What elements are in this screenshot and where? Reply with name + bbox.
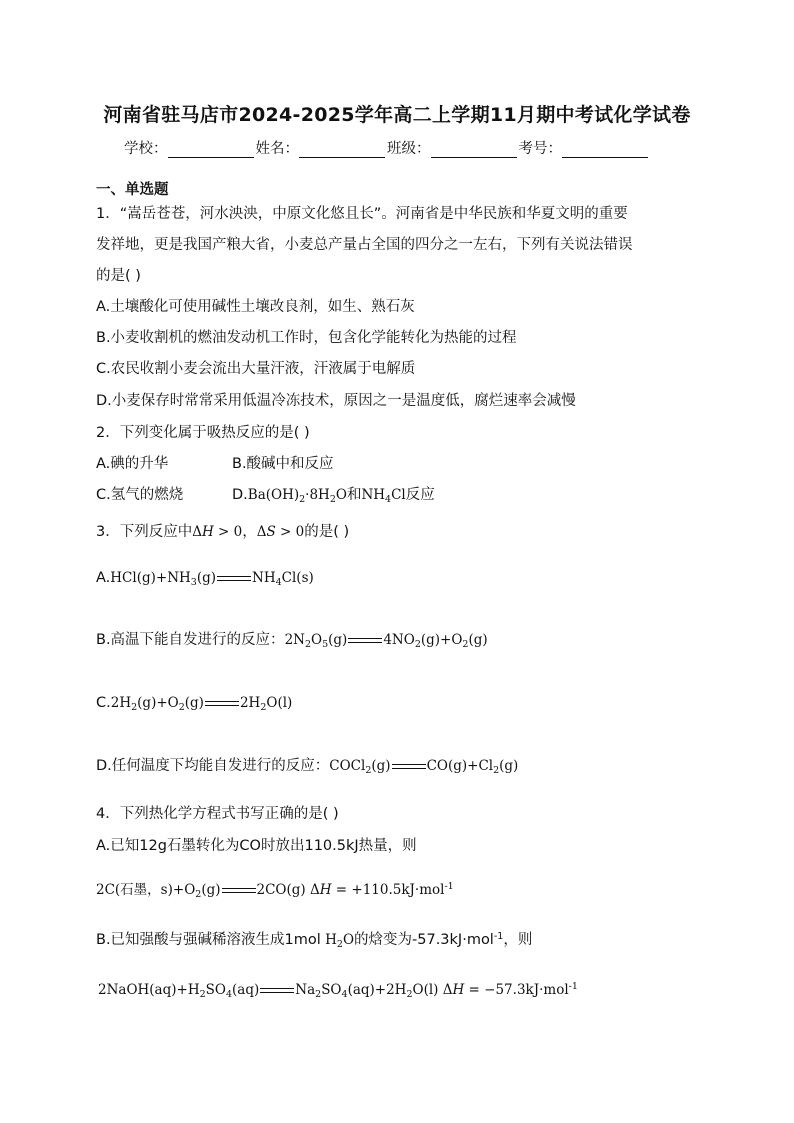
q3-option-b bbox=[96, 631, 488, 649]
q3-stem-suffix: 的是( ) bbox=[304, 524, 350, 540]
class-blank[interactable] bbox=[431, 141, 517, 158]
q4-option-b-middle: 的焓变为-57.3kJ·mol bbox=[354, 932, 494, 948]
q3-option-c-equation: $2H_2(g)+O_2(g)$ $2H_2O(l)$ bbox=[110, 695, 293, 713]
q4-option-a-formula: 2C(石墨，$s)+O_2(g)$ 2CO(g) ΔH = +110.5kJ·mol$^{-1}$ bbox=[96, 881, 454, 900]
q4-option-b-text bbox=[96, 931, 532, 949]
exam-title: 河南省驻马店市2024-2025学年高二上学期11月期中考试化学试卷 bbox=[103, 104, 691, 126]
q3-delta-h-condition: ΔH > 0 bbox=[192, 524, 243, 540]
q2-option-d-join: 和 bbox=[346, 487, 362, 503]
q2-formula-nh4cl: $NH_4Cl$ bbox=[361, 487, 406, 505]
q3-option-d-equation: COCl$_2$(g) $CO(g)+Cl_2(g)$ bbox=[329, 758, 519, 776]
q4-option-b-prefix: B.已知强酸与强碱稀溶液生成1mol bbox=[96, 932, 321, 948]
q3-option-a-equation: $HCl(g)+NH_3(g)$ $NH_4Cl(s)$ bbox=[110, 570, 314, 588]
q4-stem: 4．下列热化学方程式书写正确的是( ) bbox=[96, 806, 339, 822]
name-label: 姓名： bbox=[255, 141, 299, 157]
q4-option-b-formula: $2NaOH(aq)+H_2SO_4(aq)$ $Na_2SO_4(aq)+2H_2O(l) \Delta H = -57.3kJ\cdot mol^{-1}$ bbox=[98, 981, 578, 1000]
class-label: 班级： bbox=[387, 141, 431, 157]
q2-option-a: A.碘的升华 bbox=[96, 456, 169, 472]
q4-option-a-equation bbox=[96, 881, 454, 899]
q2-stem: 2．下列变化属于吸热反应的是( ) bbox=[96, 425, 310, 441]
q3-option-b-prefix: B.高温下能自发进行的反应： bbox=[96, 632, 285, 648]
q3-option-c-prefix: C. bbox=[96, 695, 111, 711]
q4-option-b-suffix: ，则 bbox=[503, 932, 533, 948]
q2-options-row2 bbox=[96, 486, 435, 504]
q3-delta-s-condition: ΔS > 0 bbox=[256, 524, 305, 540]
q1-stem-line3: 的是( ) bbox=[96, 268, 141, 284]
q1-option-d: D.小麦保存时常常采用低温冷冻技术，原因之一是温度低，腐烂速率会减慢 bbox=[96, 393, 576, 409]
q3-option-d-prefix: D.任何温度下均能自发进行的反应： bbox=[96, 758, 330, 774]
q1-option-b: B.小麦收割机的燃油发动机工作时，包含化学能转化为热能的过程 bbox=[96, 330, 517, 346]
q2-option-d-suffix: 反应 bbox=[405, 487, 435, 503]
q2-option-c: C.氢气的燃烧 bbox=[96, 487, 184, 503]
q3-option-a-prefix: A. bbox=[96, 570, 111, 586]
q3-stem-sep: ， bbox=[242, 524, 257, 540]
q2-option-d-prefix: D. bbox=[232, 487, 248, 503]
q4-option-b-equation bbox=[98, 981, 578, 999]
q2-formula-baoh2: $Ba(OH)_2\cdot 8H_2O$ bbox=[247, 487, 347, 505]
q3-option-c bbox=[96, 694, 292, 712]
q2-option-b: B.酸碱中和反应 bbox=[232, 456, 334, 472]
q3-stem bbox=[96, 523, 349, 541]
q3-option-b-equation: $2N_2O_5(g)$ $4NO_2(g)+O_2(g)$ bbox=[284, 632, 488, 650]
q2-options-row1 bbox=[96, 455, 334, 473]
q1-stem-line2: 发祥地，更是我国产粮大省，小麦总产量占全国的四分之一左右，下列有关说法错误 bbox=[96, 237, 633, 253]
q4-formula-h2o: $H_2O$ bbox=[320, 932, 355, 950]
section-heading: 一、单选题 bbox=[96, 182, 169, 198]
q3-option-a bbox=[96, 569, 314, 587]
student-info-row bbox=[124, 137, 650, 158]
number-blank[interactable] bbox=[562, 141, 648, 158]
q1-option-a: A.土壤酸化可使用碱性土壤改良剂，如生、熟石灰 bbox=[96, 299, 415, 315]
q2-option-d bbox=[232, 487, 435, 503]
school-label: 学校： bbox=[124, 141, 168, 157]
q3-option-d bbox=[96, 757, 518, 775]
q4-option-a-text: A.已知12g石墨转化为CO时放出110.5kJ热量，则 bbox=[96, 838, 417, 854]
q3-stem-prefix: 3．下列反应中 bbox=[96, 524, 193, 540]
q4-option-b-exponent: -1 bbox=[493, 931, 504, 942]
school-blank[interactable] bbox=[168, 141, 254, 158]
q1-stem-line1: 1．“嵩岳苍苍，河水泱泱，中原文化悠且长”。河南省是中华民族和华夏文明的重要 bbox=[96, 206, 628, 222]
q1-option-c: C.农民收割小麦会流出大量汗液，汗液属于电解质 bbox=[96, 361, 416, 377]
name-blank[interactable] bbox=[299, 141, 385, 158]
number-label: 考号： bbox=[518, 141, 562, 157]
